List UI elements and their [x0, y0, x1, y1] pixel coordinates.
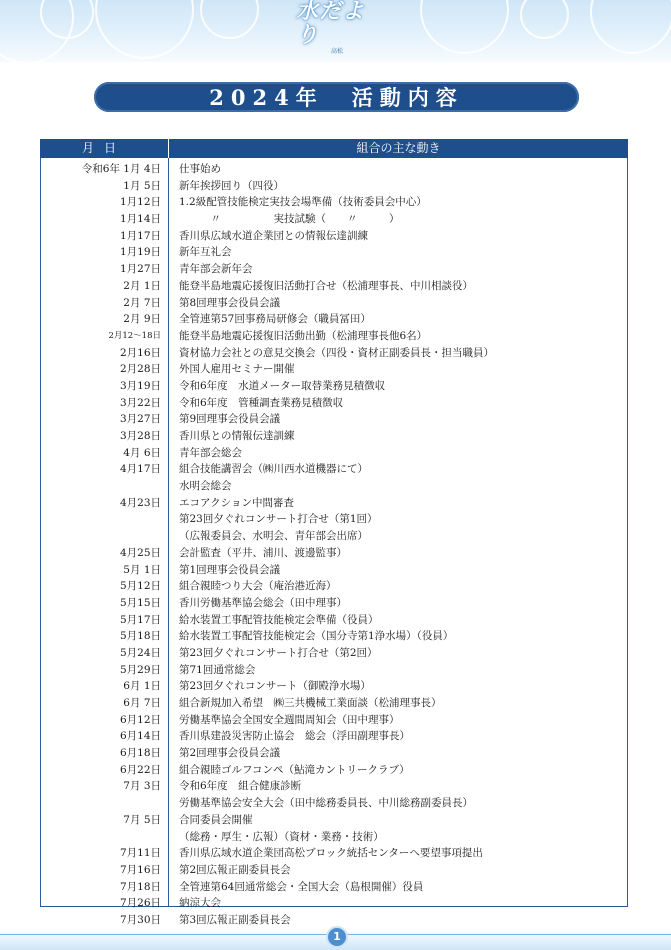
table-row [40, 244, 628, 261]
row-activity: 組合親睦つり大会（庵治港近海） [179, 580, 337, 593]
row-date [40, 478, 161, 495]
title-banner [94, 82, 579, 112]
row-activity: 新年互礼会 [179, 246, 232, 259]
row-date: 令和6年 1月 4日 [81, 163, 161, 175]
row-activity: （総務・厚生・広報）（資材・業務・技術） [179, 830, 384, 843]
logo-subtitle: 高松 [330, 48, 343, 55]
table-row [40, 745, 628, 762]
row-activity: 給水装置工事配管技能検定会（国分寺第1浄水場）（役員） [179, 630, 454, 643]
row-date [40, 528, 161, 545]
table-row [40, 812, 628, 829]
row-activity: 給水装置工事配管技能検定会準備（役員） [179, 613, 379, 626]
row-date: 6月12日 [119, 713, 161, 726]
row-date [40, 829, 161, 846]
row-date: 4月17日 [119, 463, 161, 476]
row-activity: 香川労働基準協会総会（田中理事） [179, 596, 347, 609]
row-activity: 能登半島地震応援復旧活動打合せ（松浦理事長、中川相談役） [179, 279, 473, 292]
row-activity: 第23回夕ぐれコンサート（御殿浄水場） [179, 680, 371, 693]
row-date: 3月22日 [119, 396, 161, 409]
table-row [40, 778, 628, 795]
row-date: 6月 7日 [123, 697, 161, 709]
table-row [40, 345, 628, 362]
row-date: 6月22日 [119, 763, 161, 776]
row-activity: 資材協力会社との意見交換会（四役・資材正副委員長・担当職員） [179, 346, 494, 359]
table-row [40, 461, 628, 478]
row-activity: 全管連第57回事務局研修会（職員冨田） [179, 313, 371, 326]
row-date: 3月19日 [119, 379, 161, 392]
table-row [40, 161, 628, 178]
row-activity: 令和6年度 水道メーター取替業務見積徴収 [179, 379, 386, 392]
table-row [40, 395, 628, 412]
table-body [40, 161, 628, 929]
row-activity: 新年挨拶回り（四役） [179, 179, 284, 192]
table-row [40, 261, 628, 278]
row-date: 5月12日 [119, 580, 161, 593]
table-row [40, 228, 628, 245]
row-activity: 第23回夕ぐれコンサート打合せ（第2回） [179, 646, 378, 659]
table-row [40, 495, 628, 512]
row-date: 1月 5日 [123, 179, 161, 192]
table-row [40, 628, 628, 645]
table-row [40, 595, 628, 612]
table-row [40, 511, 628, 528]
row-date: 5月15日 [119, 596, 161, 609]
row-activity: 第23回夕ぐれコンサート打合せ（第1回） [179, 513, 378, 526]
table-row [40, 361, 628, 378]
row-activity: 納涼大会 [179, 897, 221, 910]
row-activity: 第3回広報正副委員長会 [179, 913, 291, 926]
decorative-circle [95, 0, 194, 59]
row-date: 1月19日 [119, 246, 161, 259]
row-activity: 令和6年度 組合健康診断 [179, 780, 302, 793]
row-date: 5月 1日 [123, 563, 161, 576]
table-row [40, 895, 628, 912]
table-row [40, 478, 628, 495]
row-activity: （広報委員会、水明会、青年部会出席） [179, 530, 368, 543]
table-row [40, 879, 628, 896]
row-activity: 令和6年度 管種調査業務見積徴収 [179, 396, 344, 409]
table-header [40, 139, 628, 158]
page-number: 1 [326, 926, 348, 948]
row-date: 5月29日 [119, 663, 161, 676]
row-activity: 組合技能講習会（㈱川西水道機器にて） [179, 463, 368, 476]
row-date: 2月 1日 [123, 279, 161, 292]
row-activity: 労働基準協会全国安全週間周知会（田中理事） [179, 713, 400, 726]
table-row [40, 411, 628, 428]
table-row [40, 612, 628, 629]
row-activity: 外国人雇用セミナー開催 [179, 363, 295, 376]
table-row [40, 862, 628, 879]
row-date: 6月14日 [119, 730, 161, 743]
row-activity: 組合新規加入希望 ㈱三共機械工業面談（松浦理事長） [179, 697, 442, 709]
table-row [40, 795, 628, 812]
column-header-activity: 組合の主な動き [168, 139, 628, 158]
row-date: 7月 3日 [123, 780, 161, 793]
row-activity: 第2回理事会役員会議 [179, 747, 281, 760]
logo [296, 0, 378, 55]
row-date: 2月 9日 [123, 313, 161, 326]
row-date [40, 795, 161, 812]
column-header-date: 月日 [81, 141, 126, 155]
row-activity: 香川県建設災害防止協会 総会（浮田副理事長） [179, 730, 410, 743]
row-activity: 1.2級配管技能検定実技会場準備（技術委員会中心） [179, 196, 427, 209]
table-row [40, 762, 628, 779]
row-activity: 第71回通常総会 [179, 663, 256, 676]
row-date: 3月28日 [119, 430, 161, 442]
table-row [40, 278, 628, 295]
row-date: 1月17日 [119, 229, 161, 242]
row-activity: 仕事始め [179, 163, 221, 175]
table-row [40, 728, 628, 745]
row-date: 7月 5日 [123, 813, 161, 826]
decorative-circle [520, 0, 569, 39]
row-date: 7月16日 [119, 863, 161, 876]
row-activity: 第1回理事会役員会議 [179, 563, 281, 576]
row-date: 5月18日 [119, 630, 161, 643]
row-date: 1月14日 [119, 213, 161, 226]
row-activity: 第8回理事会役員会議 [179, 296, 281, 309]
table-row [40, 528, 628, 545]
decorative-circle [200, 0, 259, 39]
table-row [40, 562, 628, 579]
table-row [40, 678, 628, 695]
row-date: 5月17日 [119, 613, 161, 626]
row-activity: 第9回理事会役員会議 [179, 413, 281, 426]
row-date: 1月12日 [119, 196, 161, 209]
row-date: 2月16日 [119, 346, 161, 359]
row-activity: 水明会総会 [179, 480, 232, 493]
decorative-circle [590, 0, 671, 54]
row-date: 7月18日 [119, 880, 161, 893]
row-date: 2月 7日 [123, 296, 161, 309]
table-row [40, 695, 628, 712]
logo-title: 水だより [296, 0, 366, 48]
row-date: 4月 6日 [123, 446, 161, 459]
table-row [40, 445, 628, 462]
header-band [0, 0, 671, 62]
row-date: 2月28日 [119, 363, 161, 376]
row-activity: 香川県との情報伝達訓練 [179, 430, 295, 442]
page-title: 2024年 活動内容 [209, 85, 464, 110]
table-row [40, 845, 628, 862]
table-row [40, 328, 628, 345]
row-date [40, 511, 161, 528]
row-date: 6月 1日 [123, 680, 161, 693]
row-date: 2月12～18日 [108, 330, 161, 341]
table-row [40, 428, 628, 445]
table-row [40, 178, 628, 195]
row-date: 4月25日 [119, 546, 161, 559]
table-row [40, 211, 628, 228]
row-activity: 能登半島地震応援復旧活動出勤（松浦理事長他6名） [179, 329, 428, 342]
row-activity: 全管連第64回通常総会・全国大会（島根開催）役員 [179, 880, 424, 893]
row-date: 6月18日 [119, 747, 161, 760]
row-date: 7月30日 [119, 913, 161, 926]
table-row [40, 578, 628, 595]
row-date: 3月27日 [119, 413, 161, 426]
table-row [40, 712, 628, 729]
row-date: 7月26日 [119, 897, 161, 910]
row-activity: 香川県広域水道企業団との情報伝達訓練 [179, 229, 368, 242]
row-date: 5月24日 [119, 646, 161, 659]
table-row [40, 295, 628, 312]
row-activity: 青年部会総会 [179, 446, 242, 459]
decorative-circle [420, 0, 509, 54]
row-activity: 第2回広報正副委員長会 [179, 863, 291, 876]
table-row [40, 194, 628, 211]
row-activity: 青年部会新年会 [179, 263, 253, 276]
row-activity: 〃 実技試験（ 〃 ） [179, 213, 400, 226]
row-activity: 労働基準協会安全大会（田中総務委員長、中川総務副委員長） [179, 797, 473, 810]
table-row [40, 545, 628, 562]
row-date: 4月23日 [119, 496, 161, 509]
row-activity: 会計監査（平井、浦川、渡邊監事） [179, 546, 347, 559]
table-row [40, 378, 628, 395]
row-activity: 香川県広域水道企業団高松ブロック統括センターへ要望事項提出 [179, 847, 483, 860]
table-row [40, 645, 628, 662]
row-activity: 合同委員会開催 [179, 813, 253, 826]
table-row [40, 311, 628, 328]
table-row [40, 662, 628, 679]
table-row [40, 829, 628, 846]
row-date: 1月27日 [119, 263, 161, 276]
row-date: 7月11日 [119, 847, 161, 860]
row-activity: 組合親睦ゴルフコンペ（鮎滝カントリークラブ） [179, 763, 410, 776]
row-activity: エコアクション中間審査 [179, 496, 294, 509]
